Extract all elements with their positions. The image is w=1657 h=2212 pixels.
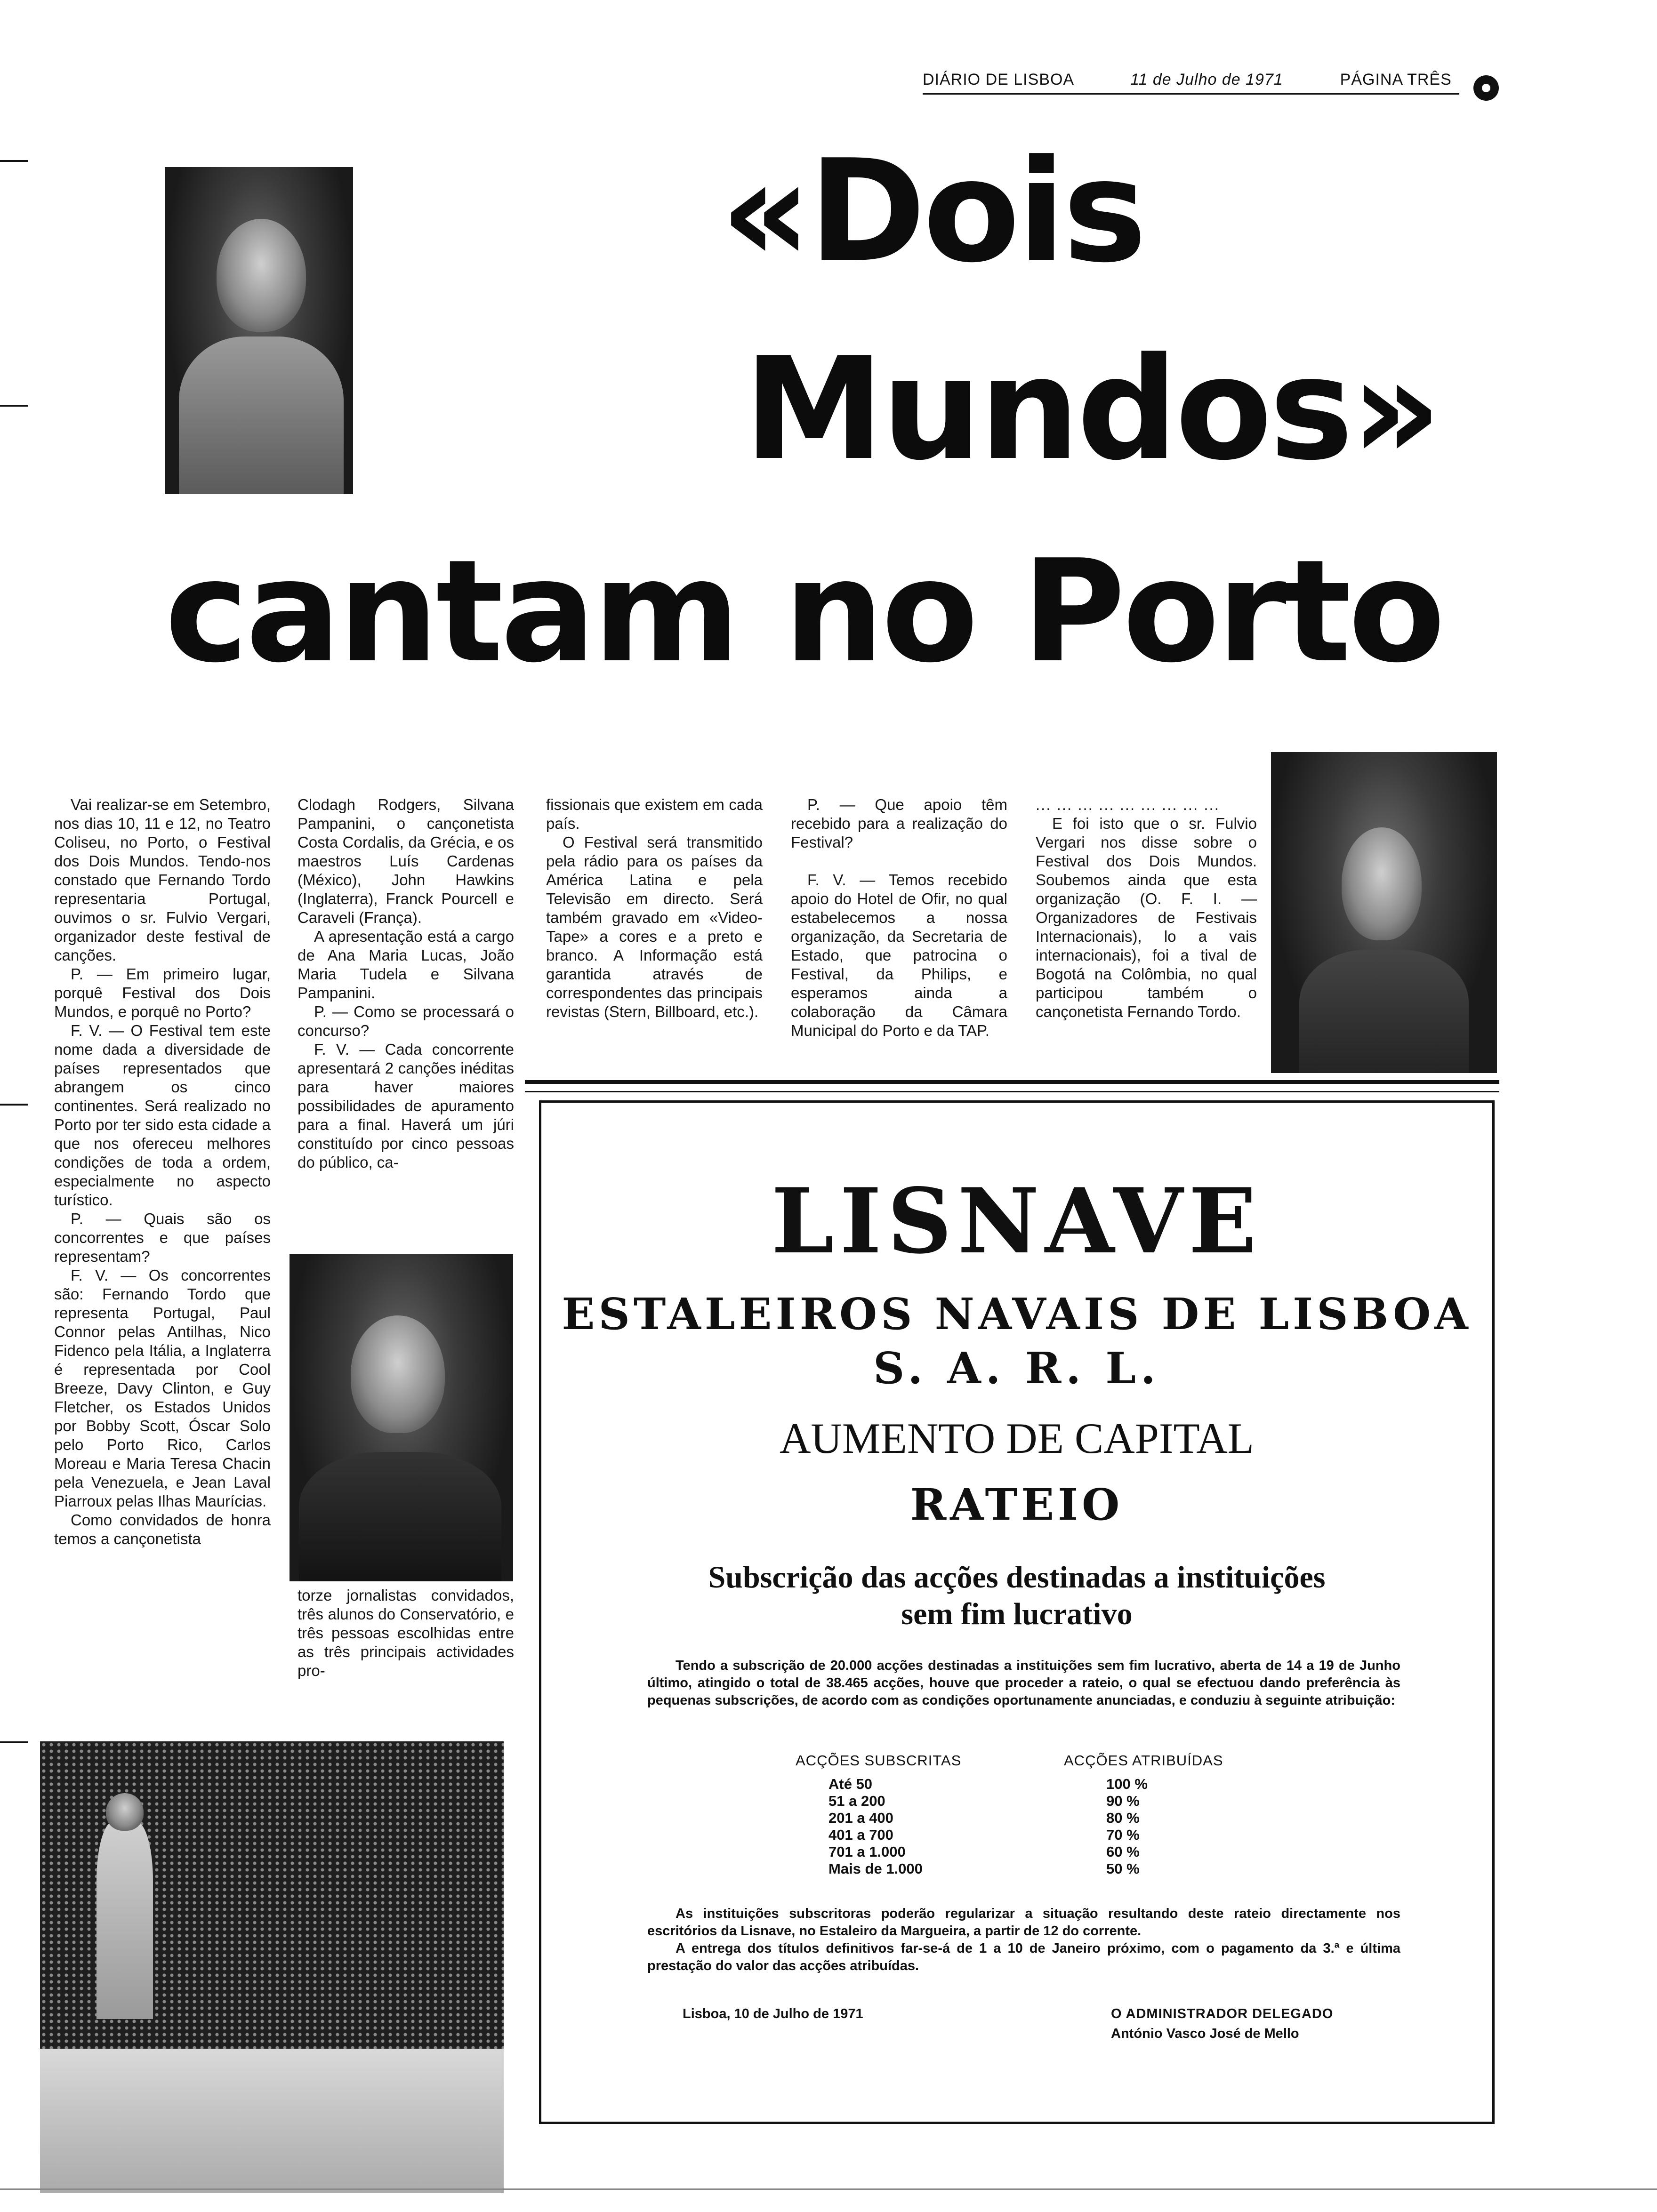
article-paragraph: Clodagh Rodgers, Silvana Pampanini, o cançonetista Costa Cordalis, da Grécia, e os maestros Luís Cardenas (México), John Hawkins (Inglaterra), Franck Pourcell e Caraveli (França). — [298, 796, 514, 926]
ad-note-1: As instituições subscritoras poderão regularizar a situação resultando deste rateio directamente nos escritórios da Lisnave, no Estaleiro da Margueira, a partir de 12 do corrente. — [647, 1906, 1400, 1939]
section-divider-thin — [525, 1091, 1499, 1092]
article-column-4 — [791, 795, 1007, 1040]
article-paragraph: E foi isto que o sr. Fulvio Vergari nos disse sobre o Festival dos Dois Mundos. Soubemos ainda que esta organização (O. F. I. — Organizadores de Festivais Internacionais), lo a vais internacionais), foi a tival de Bogotá na Colômbia, no qual participou também o cançonetista Fernando Tordo. — [1036, 815, 1257, 1020]
ad-subtitle — [541, 1559, 1492, 1633]
portrait-photo-woman — [1271, 752, 1497, 1073]
masthead — [923, 71, 1469, 99]
ad-place-date: Lisboa, 10 de Julho de 1971 — [683, 2006, 863, 2021]
table-cell-pct: 80 % — [1106, 1810, 1140, 1826]
article-paragraph: Como convidados de honra temos a cançonetista — [54, 1511, 271, 1547]
article-column-5 — [1036, 795, 1257, 1021]
portrait-photo-man — [165, 167, 353, 494]
table-cell-pct: 100 % — [1106, 1776, 1148, 1792]
article-paragraph: P. — Quais são os concorrentes e que países representam? — [54, 1210, 271, 1265]
table-cell-pct: 70 % — [1106, 1827, 1140, 1843]
table-cell-pct: 60 % — [1106, 1843, 1140, 1860]
ad-notes — [647, 1905, 1400, 1975]
table-cell-range: 401 a 700 — [828, 1827, 893, 1843]
ad-company-suffix: S. A. R. L. — [873, 1343, 1160, 1394]
ad-note-2: A entrega dos títulos definitivos far-se-á de 1 a 10 de Janeiro próximo, com o pagamento da 3.ª e última prestação do valor das acções atribuídas. — [647, 1941, 1400, 1973]
margin-tick — [0, 1104, 28, 1106]
ad-subtitle-line-2: sem fim lucrativo — [901, 1597, 1133, 1631]
ad-subtitle-line-1: Subscrição das acções destinadas a instituições — [708, 1560, 1326, 1595]
table-cell-range: Mais de 1.000 — [828, 1860, 923, 1877]
table-cell-range: 201 a 400 — [828, 1810, 893, 1826]
lisnave-advertisement — [539, 1100, 1495, 2124]
portrait-photo-singer — [290, 1254, 513, 1581]
paper-name: DIÁRIO DE LISBOA — [923, 71, 1074, 88]
ad-company-name: LISNAVE — [771, 1169, 1263, 1274]
article-paragraph: F. V. — Temos recebido apoio do Hotel de Ofir, no qual estabelecemos a nossa organização, da Secretaria de Estado, que patrocina o Festival, da Philips, e esperamos ainda a colaboração da Câmara Municipal do Porto e da TAP. — [791, 871, 1007, 1039]
section-divider-thick — [525, 1080, 1499, 1084]
issue-date: 11 de Julho de 1971 — [1130, 71, 1283, 88]
article-paragraph: P. — Em primeiro lugar, porquê Festival dos Dois Mundos, e porquê no Porto? — [54, 965, 271, 1020]
ellipsis-line: ... ... ... ... ... ... ... ... ... — [1036, 796, 1220, 813]
headline-line-2: Mundos» — [744, 327, 1439, 491]
table-cell-pct: 90 % — [1106, 1793, 1140, 1809]
ad-signatory-name: António Vasco José de Mello — [1111, 2026, 1299, 2041]
table-header-subscribed: ACÇÕES SUBSCRITAS — [796, 1752, 962, 1769]
page-bottom-rule — [0, 2188, 1657, 2190]
headline-line-1: «Dois — [720, 129, 1144, 294]
article-paragraph: F. V. — Cada concorrente apresentará 2 canções inéditas para haver maiores possibilidades de apuramento para a final. Haverá um júri constituído por cinco pessoas do público, ca- — [298, 1041, 514, 1171]
article-paragraph: P. — Que apoio têm recebido para a realização do Festival? — [791, 796, 1007, 851]
margin-tick — [0, 1741, 28, 1743]
article-paragraph: O Festival será transmitido pela rádio para os países da América Latina e pela Televisão em directo. Será também gravado em «Video-Tape» a cores e a preto e branco. A Informação está garantida através de correspondentes das principais revistas (Stern, Billboard, etc.). — [546, 834, 763, 1020]
table-header-allocated: ACÇÕES ATRIBUÍDAS — [1064, 1752, 1223, 1769]
article-paragraph: torze jornalistas convidados, três alunos do Conservatório, e três pessoas escolhidas entre as três principais actividades pro- — [298, 1587, 514, 1679]
article-paragraph: P. — Como se processará o concurso? — [298, 1003, 514, 1039]
article-paragraph: A apresentação está a cargo de Ana Maria Lucas, João Maria Tudela e Silvana Pampanini. — [298, 928, 514, 1002]
table-cell-pct: 50 % — [1106, 1860, 1140, 1877]
concert-stage-photo — [40, 1741, 504, 2193]
page-marker-icon — [1473, 75, 1499, 101]
ad-title: RATEIO — [910, 1479, 1124, 1530]
ad-full-name: ESTALEIROS NAVAIS DE LISBOA — [562, 1289, 1472, 1339]
article-column-3 — [546, 795, 763, 1021]
table-cell-range: 51 a 200 — [828, 1793, 885, 1809]
table-cell-range: Até 50 — [828, 1776, 873, 1792]
article-paragraph: fissionais que existem em cada país. — [546, 796, 763, 832]
margin-tick — [0, 405, 28, 407]
masthead-rule — [923, 93, 1459, 95]
headline-line-3: cantam no Porto — [165, 529, 1443, 694]
page-label: PÁGINA TRÊS — [1340, 71, 1452, 88]
article-paragraph: Vai realizar-se em Setembro, nos dias 10, 11 e 12, no Teatro Coliseu, no Porto, o Festival dos Dois Mundos. Tendo-nos constado que Fernando Tordo representaria Portugal, ouvimos o sr. Fulvio Vergari, organizador deste festival de canções. — [54, 796, 271, 964]
article-column-2 — [298, 795, 514, 1172]
ad-body-text: Tendo a subscrição de 20.000 acções destinadas a instituições sem fim lucrativo, aberta de 14 a 19 de Junho último, atingido o total de 38.465 acções, houve que proceder a rateio, o qual se efectuou dando preferência às pequenas subscrições, de acordo com as condições oportunamente anunciadas, e conduziu à seguinte atribuição: — [647, 1658, 1400, 1708]
article-column-1 — [54, 795, 271, 1548]
table-cell-range: 701 a 1.000 — [828, 1843, 906, 1860]
article-paragraph: F. V. — Os concorrentes são: Fernando Tordo que representa Portugal, Paul Connor pelas Antilhas, Nico Fidenco pela Itália, a Inglaterra é representada por Cool Breeze, Davy Clinton, e Guy Fletcher, os Estados Unidos por Bobby Scott, Óscar Solo pelo Porto Rico, Carlos Moreau e Maria Teresa Chacin pela Venezuela, e Jean Laval Piarroux pelas Ilhas Maurícias. — [54, 1266, 271, 1510]
margin-tick — [0, 160, 28, 162]
ad-subject: AUMENTO DE CAPITAL — [779, 1414, 1254, 1462]
article-paragraph: F. V. — O Festival tem este nome dada a diversidade de países representados que abrangem os cinco continentes. Será realizado no Porto por ter sido esta cidade a que nos ofereceu melhores condições de toda a ordem, especialmente no aspecto turístico. — [54, 1022, 271, 1209]
article-column-2-continued — [298, 1586, 514, 1680]
ad-signatory-title: O ADMINISTRADOR DELEGADO — [1111, 2006, 1334, 2021]
